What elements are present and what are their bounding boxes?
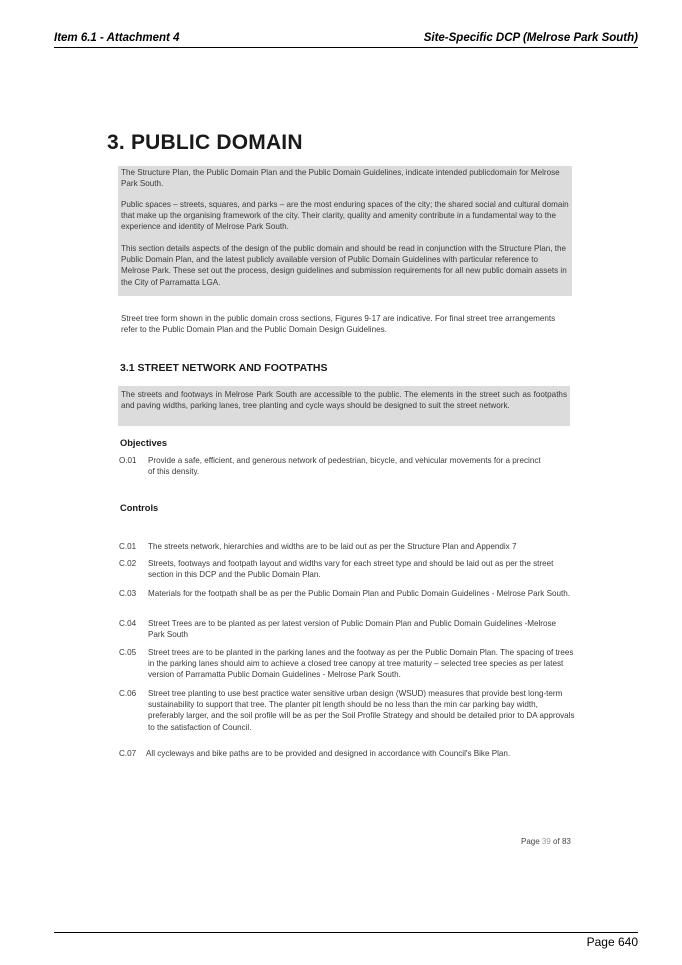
objective-text: Provide a safe, efficient, and generous network of pedestrian, bicycle, and vehicular movements for a precinct of this density.	[148, 456, 541, 477]
control-code: C.05	[119, 648, 137, 657]
total-pages: 83	[561, 837, 571, 846]
controls-heading: Controls	[120, 503, 159, 513]
control-item	[119, 688, 579, 733]
control-text: Street tree planting to use best practice water sensitive urban design (WSUD) measures that provide best long-term sustainability to support that tree. The planter pit length should be no less than the min car parking bay width, preferably larger, and the soil profile will be as per the Soil Profile Strategy and should be detailed prior to DA approvals to the satisfaction of Council.	[148, 689, 575, 732]
control-item	[119, 647, 579, 681]
section-intro: The streets and footways in Melrose Park South are accessible to the public. The elements in the street such as footpaths and paving widths, parking lanes, tree planting and cycle ways should be designed to suit the street network.	[121, 390, 567, 411]
control-code: C.03	[119, 589, 137, 598]
page-footer	[54, 932, 638, 949]
intro-paragraph-1: The Structure Plan, the Public Domain Plan and the Public Domain Guidelines, indicate intended publicdomain for Melrose Park South.	[121, 168, 560, 189]
control-text: Street Trees are to be planted as per latest version of Public Domain Plan and Public Domain Guidelines -Melrose Park South	[148, 619, 557, 640]
intro-paragraph-3: This section details aspects of the design of the public domain and should be read in conjunction with the Structure Plan, the Public Domain Plan, and the latest publicly available version of Public Domain Guidelines with particular reference to Melrose Park. These set out the process, design guidelines and submission requirements for all new public domain assets in the City of Parramatta LGA.	[121, 244, 567, 287]
control-code: C.01	[119, 542, 137, 551]
control-item	[119, 541, 579, 552]
inner-page-number: Page 39 of 83	[521, 837, 571, 846]
control-text: The streets network, hierarchies and widths are to be laid out as per the Structure Plan and Appendix 7	[148, 542, 517, 551]
control-code: C.06	[119, 689, 137, 698]
control-item	[119, 588, 579, 599]
control-text: Materials for the footpath shall be as per the Public Domain Plan and Public Domain Guidelines - Melrose Park South.	[148, 589, 570, 598]
page-header	[54, 30, 638, 48]
attachment-label: Item 6.1 - Attachment 4	[54, 32, 180, 44]
control-text: All cycleways and bike paths are to be provided and designed in accordance with Council's Bike Plan.	[146, 749, 511, 758]
street-tree-note: Street tree form shown in the public domain cross sections, Figures 9-17 are indicative. For final street tree arrangements refer to the Public Domain Plan and the Public Domain Design Guidelines.	[121, 314, 556, 335]
objective-code: O.01	[119, 456, 137, 465]
objectives-heading: Objectives	[120, 438, 168, 448]
control-text: Streets, footways and footpath layout and widths vary for each street type and should be laid out as per the street section in this DCP and the Public Domain Plan.	[148, 559, 554, 580]
control-item	[119, 618, 579, 640]
control-code: C.04	[119, 619, 137, 628]
control-code: C.02	[119, 559, 137, 568]
intro-paragraph-2: Public spaces – streets, squares, and parks – are the most enduring spaces of the city; the shared social and cultural domain that make up the organising framework of the city. Their clarity, quality and amenity contribute in a fundamental way to the experience and identity of Melrose Park South.	[121, 200, 569, 232]
control-text: Street trees are to be planted in the parking lanes and the footway as per the Public Domain Plan. The spacing of trees in the parking lanes should aim to achieve a closed tree canopy at tree maturity – selected tree species as per latest version of Parramatta Public Domain Guidelines - Melrose Park South.	[148, 648, 574, 680]
document-title: Site-Specific DCP (Melrose Park South)	[423, 32, 638, 44]
section-title: 3. PUBLIC DOMAIN	[107, 131, 303, 154]
control-item	[119, 748, 579, 759]
current-page: 39	[541, 837, 551, 846]
control-item	[119, 558, 579, 580]
section-heading: 3.1 STREET NETWORK AND FOOTPATHS	[120, 362, 328, 374]
footer-page-number: Page 640	[586, 935, 638, 949]
control-code: C.07	[119, 749, 137, 758]
objective-item	[119, 455, 579, 477]
